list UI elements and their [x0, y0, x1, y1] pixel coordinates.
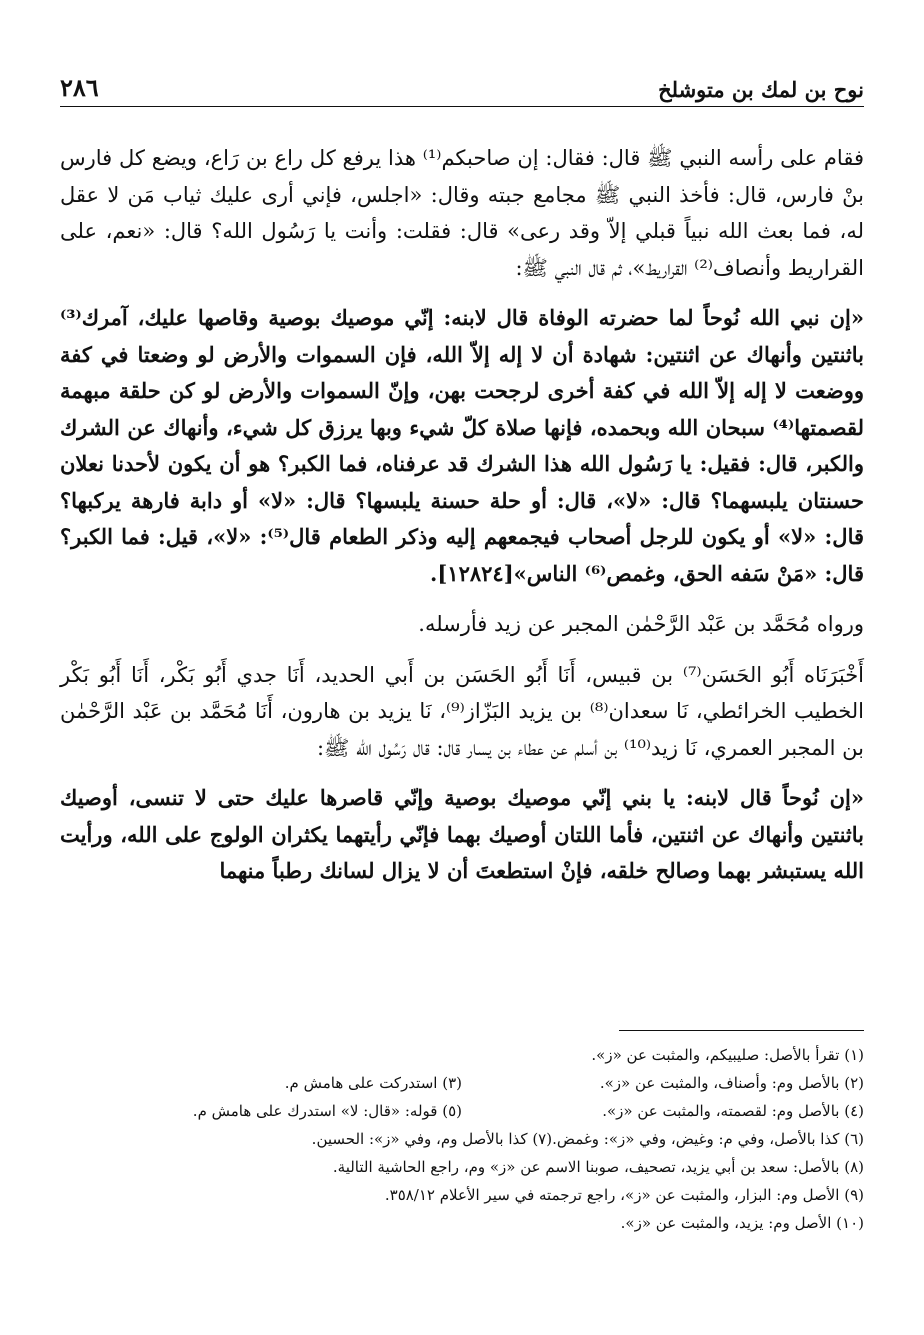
paragraph-2-hadith: «إن نبي الله نُوحاً لما حضرته الوفاة قال لابنه: إنّي موصيك بوصية وقاصها عليك، آمرك⁽³⁾ باثنتين وأنهاك عن اثنتين: شهادة أن لا إله إلاّ الله، فإن السموات والأرض لو وضعتا في كفة ووضعت لا إله إلاّ الله في كفة أخرى لرجحت بهن، وإنّ السموات والأرض لو كن حلقة مبهمة لقصمتها⁽⁴⁾ سبحان الله وبحمده، فإنها صلاة كلّ شيء وبها يرزق كل شيء، وأنهاك عن الشرك والكبر، قال: فقيل: يا رَسُول الله هذا الشرك قد عرفناه، فما الكبر؟ هو أن يكون لأحدنا نعلان حسنتان يلبسهما؟ قال: «لا»، قال: أو حلة حسنة يلبسها؟ قال: «لا» أو دابة فارهة يركبها؟ قال: «لا» أو يكون للرجل أصحاب فيجمعهم إليه وذكر الطعام قال⁽⁵⁾: «لا»، قيل: فما الكبر؟ قال: «مَنْ سَفه الحق، وغمص⁽⁶⁾ الناس»[١٢٨٢٤]. [60, 305, 865, 586]
footnote-2: (٢) بالأصل وم: وأصناف، والمثبت عن «ز». [599, 1074, 864, 1092]
running-header [60, 62, 864, 107]
paragraph-1: فقام على رأسه النبي ﷺ قال: فقال: إن صاحبكم⁽¹⁾ هذا يرفع كل راع بن رَاع، ويضع كل فارس بنْ فارس، قال: فأخذ النبي ﷺ مجامع جبته وقال: «اجلس، فإني أرى عليك ثياب مَن لا عقل له، فما بعث الله نبياً قبلي إلاّ وقد رعى» قال: فقلت: وأنت يا رَسُول الله؟ قال: «نعم، على القراريط وأنصاف⁽²⁾ القراريط»، ثم قال النبي ﷺ: [60, 146, 864, 280]
paragraph-5-hadith: «إن نُوحاً قال لابنه: يا بني إنّي موصيك بوصية وإنّي قاصرها عليك حتى لا تنسى، أوصيك باثنتين وأنهاك عن اثنتين، فأما اللتان أوصيك بهما فإنّي رأيتهما يكثران الولوج على الله، ورأيت الله يستبشر بهما وصالح خلقه، فإنْ استطعتَ أن لا يزال لسانك رطباً منهما [60, 785, 864, 883]
footnote-row-4-5 [60, 1097, 864, 1125]
chapter-title: نوح بن لمك بن متوشلخ [658, 77, 864, 102]
footnote-row-2-3 [60, 1069, 864, 1097]
paragraph-3: ورواه مُحَمَّد بن عَبْد الرَّحْمٰن المجبر عن زيد فأرسله. [418, 612, 864, 636]
paragraph-4-isnad: أَخْبَرَنَاه أَبُو الحَسَن⁽⁷⁾ بن قبيس، أَنَا أَبُو الحَسَن بن أَبي الحديد، أَنَا جدي أَبُو بَكْر، أَنَا أَبُو بَكْر الخطيب الخرائطي، نَا سعدان⁽⁸⁾ بن يزيد البَزّاز⁽⁹⁾، نَا يزيد بن هارون، أَنَا مُحَمَّد بن عَبْد الرَّحْمٰن بن المجبر العمري، نَا زيد⁽¹⁰⁾ بن أسلم عن عطاء بن يسار قال: قال رَسُول الله ﷺ: [60, 662, 865, 760]
footnotes [60, 1041, 864, 1237]
footnote-5: (٥) قوله: «قال: لا» استدرك على هامش م. [192, 1102, 462, 1120]
page-number: ٢٨٦ [60, 73, 99, 102]
footnote-1: (١) تقرأ بالأصل: صليبيكم، والمثبت عن «ز». [591, 1046, 864, 1064]
footnote-9: (٩) الأصل وم: البزار، والمثبت عن «ز»، راجع ترجمته في سير الأعلام ٣٥٨/١٢. [384, 1186, 864, 1204]
footnote-divider [619, 1030, 864, 1031]
footnote-4: (٤) بالأصل وم: لقصمته، والمثبت عن «ز». [602, 1102, 864, 1120]
footnote-10: (١٠) الأصل وم: يزيد، والمثبت عن «ز». [620, 1214, 864, 1232]
footnote-6-7: (٦) كذا بالأصل، وفي م: وغيض، وفي «ز»: وغمض.(٧) كذا بالأصل وم، وفي «ز»: الحسين. [311, 1130, 864, 1148]
footnote-8: (٨) بالأصل: سعد بن أبي يزيد، تصحيف، صوبنا الاسم عن «ز» وم، راجع الحاشية التالية. [332, 1158, 864, 1176]
main-text [60, 140, 864, 904]
footnote-3: (٣) استدركت على هامش م. [284, 1074, 462, 1092]
